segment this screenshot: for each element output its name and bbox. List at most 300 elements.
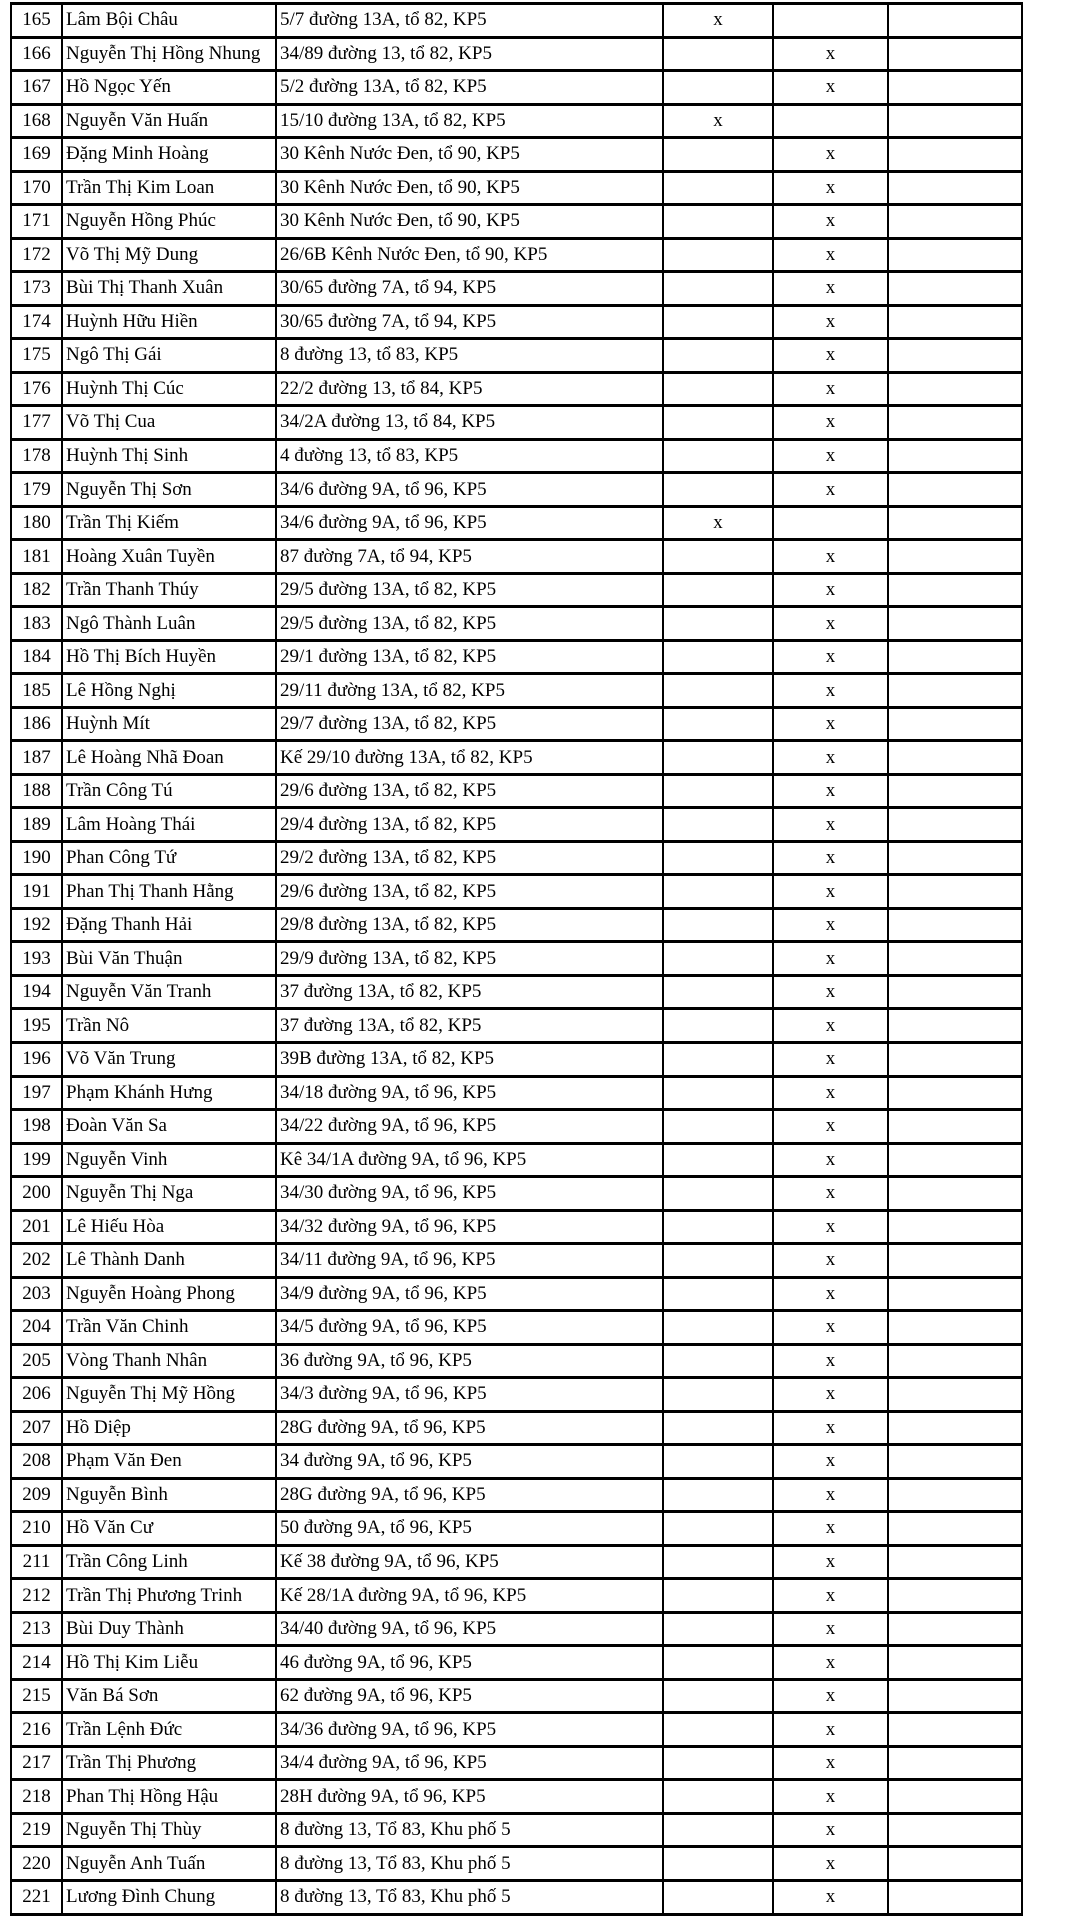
address-cell: 29/1 đường 13A, tổ 82, KP5: [276, 640, 663, 674]
check-column-1-cell: [663, 406, 773, 440]
address-cell: 62 đường 9A, tổ 96, KP5: [276, 1679, 663, 1713]
name-cell: Nguyễn Vinh: [62, 1143, 276, 1177]
row-number-cell: 202: [11, 1244, 62, 1278]
table-row: [11, 1311, 1022, 1345]
empty-cell: [888, 640, 1022, 674]
table-row: [11, 1411, 1022, 1445]
empty-cell: [888, 808, 1022, 842]
address-cell: 34/40 đường 9A, tổ 96, KP5: [276, 1612, 663, 1646]
check-column-1-cell: [663, 1713, 773, 1747]
table-row: [11, 71, 1022, 105]
table-row: [11, 171, 1022, 205]
empty-cell: [888, 841, 1022, 875]
table-row: [11, 674, 1022, 708]
check-column-2-cell: x: [773, 1679, 888, 1713]
row-number-cell: 175: [11, 339, 62, 373]
check-column-1-cell: [663, 1780, 773, 1814]
address-cell: Kế 28/1A đường 9A, tổ 96, KP5: [276, 1579, 663, 1613]
name-cell: Bùi Duy Thành: [62, 1612, 276, 1646]
address-cell: 37 đường 13A, tổ 82, KP5: [276, 1009, 663, 1043]
table-row: [11, 406, 1022, 440]
empty-cell: [888, 975, 1022, 1009]
check-column-1-cell: [663, 1445, 773, 1479]
check-column-2-cell: x: [773, 238, 888, 272]
check-column-1-cell: [663, 1344, 773, 1378]
check-column-2-cell: x: [773, 1746, 888, 1780]
row-number-cell: 191: [11, 875, 62, 909]
address-cell: 34/9 đường 9A, tổ 96, KP5: [276, 1277, 663, 1311]
name-cell: Nguyễn Thị Hồng Nhung: [62, 37, 276, 71]
row-number-cell: 200: [11, 1177, 62, 1211]
check-column-2-cell: x: [773, 1512, 888, 1546]
address-cell: 34/22 đường 9A, tổ 96, KP5: [276, 1110, 663, 1144]
name-cell: Trần Công Linh: [62, 1545, 276, 1579]
check-column-2-cell: x: [773, 305, 888, 339]
check-column-1-cell: [663, 37, 773, 71]
table-row: [11, 540, 1022, 574]
empty-cell: [888, 1880, 1022, 1914]
check-column-1-cell: [663, 305, 773, 339]
name-cell: Bùi Văn Thuận: [62, 942, 276, 976]
table-row: [11, 506, 1022, 540]
empty-cell: [888, 473, 1022, 507]
check-column-2-cell: x: [773, 573, 888, 607]
table-row: [11, 808, 1022, 842]
address-cell: Kê 34/1A đường 9A, tổ 96, KP5: [276, 1143, 663, 1177]
check-column-2-cell: x: [773, 1277, 888, 1311]
address-cell: 28H đường 9A, tổ 96, KP5: [276, 1780, 663, 1814]
check-column-1-cell: [663, 1378, 773, 1412]
row-number-cell: 176: [11, 372, 62, 406]
check-column-2-cell: x: [773, 741, 888, 775]
row-number-cell: 211: [11, 1545, 62, 1579]
empty-cell: [888, 1344, 1022, 1378]
row-number-cell: 205: [11, 1344, 62, 1378]
name-cell: Trần Thanh Thúy: [62, 573, 276, 607]
name-cell: Lê Hoàng Nhã Đoan: [62, 741, 276, 775]
name-cell: Hồ Thị Bích Huyền: [62, 640, 276, 674]
row-number-cell: 178: [11, 439, 62, 473]
table-row: [11, 104, 1022, 138]
check-column-2-cell: x: [773, 1177, 888, 1211]
empty-cell: [888, 1780, 1022, 1814]
row-number-cell: 210: [11, 1512, 62, 1546]
name-cell: Đoàn Văn Sa: [62, 1110, 276, 1144]
row-number-cell: 184: [11, 640, 62, 674]
row-number-cell: 203: [11, 1277, 62, 1311]
check-column-2-cell: x: [773, 875, 888, 909]
check-column-1-cell: [663, 1311, 773, 1345]
check-column-2-cell: [773, 104, 888, 138]
name-cell: Nguyễn Hoàng Phong: [62, 1277, 276, 1311]
address-cell: Kế 38 đường 9A, tổ 96, KP5: [276, 1545, 663, 1579]
check-column-2-cell: x: [773, 540, 888, 574]
row-number-cell: 192: [11, 908, 62, 942]
table-row: [11, 473, 1022, 507]
address-cell: 5/2 đường 13A, tổ 82, KP5: [276, 71, 663, 105]
check-column-1-cell: [663, 908, 773, 942]
row-number-cell: 206: [11, 1378, 62, 1412]
check-column-1-cell: [663, 1813, 773, 1847]
empty-cell: [888, 1042, 1022, 1076]
check-column-2-cell: x: [773, 138, 888, 172]
check-column-1-cell: [663, 1545, 773, 1579]
name-cell: Ngô Thị Gái: [62, 339, 276, 373]
check-column-2-cell: x: [773, 1780, 888, 1814]
row-number-cell: 213: [11, 1612, 62, 1646]
check-column-2-cell: x: [773, 975, 888, 1009]
address-cell: 29/9 đường 13A, tổ 82, KP5: [276, 942, 663, 976]
name-cell: Hồ Ngọc Yến: [62, 71, 276, 105]
name-cell: Nguyễn Thị Sơn: [62, 473, 276, 507]
address-cell: 34 đường 9A, tổ 96, KP5: [276, 1445, 663, 1479]
row-number-cell: 179: [11, 473, 62, 507]
check-column-2-cell: x: [773, 1110, 888, 1144]
check-column-1-cell: [663, 1679, 773, 1713]
table-row: [11, 640, 1022, 674]
name-cell: Trần Nô: [62, 1009, 276, 1043]
row-number-cell: 214: [11, 1646, 62, 1680]
name-cell: Huỳnh Hữu Hiền: [62, 305, 276, 339]
address-cell: 29/7 đường 13A, tổ 82, KP5: [276, 707, 663, 741]
address-cell: 29/11 đường 13A, tổ 82, KP5: [276, 674, 663, 708]
address-cell: 34/3 đường 9A, tổ 96, KP5: [276, 1378, 663, 1412]
row-number-cell: 198: [11, 1110, 62, 1144]
empty-cell: [888, 1411, 1022, 1445]
document-page: [10, 2, 1021, 1916]
empty-cell: [888, 406, 1022, 440]
address-cell: 8 đường 13, tổ 83, KP5: [276, 339, 663, 373]
name-cell: Nguyễn Anh Tuấn: [62, 1847, 276, 1881]
name-cell: Trần Thị Phương: [62, 1746, 276, 1780]
empty-cell: [888, 37, 1022, 71]
empty-cell: [888, 238, 1022, 272]
check-column-2-cell: x: [773, 37, 888, 71]
row-number-cell: 165: [11, 4, 62, 38]
check-column-2-cell: x: [773, 674, 888, 708]
table-row: [11, 272, 1022, 306]
check-column-1-cell: [663, 372, 773, 406]
empty-cell: [888, 707, 1022, 741]
address-cell: 15/10 đường 13A, tổ 82, KP5: [276, 104, 663, 138]
empty-cell: [888, 104, 1022, 138]
empty-cell: [888, 305, 1022, 339]
table-row: [11, 4, 1022, 38]
name-cell: Trần Thị Kiếm: [62, 506, 276, 540]
table-row: [11, 908, 1022, 942]
empty-cell: [888, 205, 1022, 239]
check-column-1-cell: [663, 774, 773, 808]
address-cell: 8 đường 13, Tổ 83, Khu phố 5: [276, 1813, 663, 1847]
name-cell: Lê Thành Danh: [62, 1244, 276, 1278]
address-cell: 37 đường 13A, tổ 82, KP5: [276, 975, 663, 1009]
check-column-2-cell: x: [773, 1813, 888, 1847]
row-number-cell: 196: [11, 1042, 62, 1076]
row-number-cell: 182: [11, 573, 62, 607]
empty-cell: [888, 339, 1022, 373]
address-cell: 29/6 đường 13A, tổ 82, KP5: [276, 774, 663, 808]
row-number-cell: 207: [11, 1411, 62, 1445]
row-number-cell: 166: [11, 37, 62, 71]
name-cell: Nguyễn Văn Huấn: [62, 104, 276, 138]
check-column-2-cell: x: [773, 171, 888, 205]
check-column-2-cell: x: [773, 1210, 888, 1244]
address-cell: 39B đường 13A, tổ 82, KP5: [276, 1042, 663, 1076]
address-cell: 36 đường 9A, tổ 96, KP5: [276, 1344, 663, 1378]
name-cell: Trần Lệnh Đức: [62, 1713, 276, 1747]
empty-cell: [888, 439, 1022, 473]
address-cell: Kế 29/10 đường 13A, tổ 82, KP5: [276, 741, 663, 775]
check-column-2-cell: x: [773, 406, 888, 440]
check-column-1-cell: [663, 205, 773, 239]
table-row: [11, 841, 1022, 875]
check-column-1-cell: [663, 238, 773, 272]
table-row: [11, 707, 1022, 741]
empty-cell: [888, 1579, 1022, 1613]
address-cell: 34/5 đường 9A, tổ 96, KP5: [276, 1311, 663, 1345]
empty-cell: [888, 607, 1022, 641]
check-column-2-cell: x: [773, 1478, 888, 1512]
table-row: [11, 1244, 1022, 1278]
row-number-cell: 174: [11, 305, 62, 339]
check-column-2-cell: x: [773, 1612, 888, 1646]
table-row: [11, 1177, 1022, 1211]
empty-cell: [888, 1746, 1022, 1780]
address-cell: 29/5 đường 13A, tổ 82, KP5: [276, 607, 663, 641]
empty-cell: [888, 1679, 1022, 1713]
check-column-1-cell: [663, 1847, 773, 1881]
address-cell: 26/6B Kênh Nước Đen, tổ 90, KP5: [276, 238, 663, 272]
empty-cell: [888, 506, 1022, 540]
table-row: [11, 1579, 1022, 1613]
address-cell: 34/6 đường 9A, tổ 96, KP5: [276, 473, 663, 507]
table-row: [11, 37, 1022, 71]
row-number-cell: 189: [11, 808, 62, 842]
check-column-1-cell: [663, 1177, 773, 1211]
table-row: [11, 1713, 1022, 1747]
table-row: [11, 942, 1022, 976]
table-row: [11, 1076, 1022, 1110]
check-column-1-cell: x: [663, 104, 773, 138]
row-number-cell: 208: [11, 1445, 62, 1479]
check-column-1-cell: [663, 707, 773, 741]
check-column-1-cell: [663, 1143, 773, 1177]
table-row: [11, 339, 1022, 373]
address-cell: 5/7 đường 13A, tổ 82, KP5: [276, 4, 663, 38]
table-row: [11, 1143, 1022, 1177]
table-row: [11, 1545, 1022, 1579]
empty-cell: [888, 741, 1022, 775]
empty-cell: [888, 774, 1022, 808]
name-cell: Vòng Thanh Nhân: [62, 1344, 276, 1378]
row-number-cell: 221: [11, 1880, 62, 1914]
check-column-1-cell: [663, 1210, 773, 1244]
check-column-1-cell: [663, 808, 773, 842]
name-cell: Nguyễn Thị Thùy: [62, 1813, 276, 1847]
table-row: [11, 1679, 1022, 1713]
check-column-1-cell: [663, 573, 773, 607]
row-number-cell: 171: [11, 205, 62, 239]
address-cell: 30/65 đường 7A, tổ 94, KP5: [276, 305, 663, 339]
check-column-2-cell: x: [773, 205, 888, 239]
check-column-2-cell: x: [773, 774, 888, 808]
check-column-2-cell: x: [773, 841, 888, 875]
empty-cell: [888, 908, 1022, 942]
check-column-2-cell: x: [773, 1545, 888, 1579]
address-cell: 4 đường 13, tổ 83, KP5: [276, 439, 663, 473]
check-column-2-cell: x: [773, 1076, 888, 1110]
address-cell: 34/11 đường 9A, tổ 96, KP5: [276, 1244, 663, 1278]
check-column-1-cell: [663, 1244, 773, 1278]
check-column-2-cell: x: [773, 808, 888, 842]
row-number-cell: 173: [11, 272, 62, 306]
check-column-1-cell: [663, 674, 773, 708]
table-row: [11, 1512, 1022, 1546]
name-cell: Huỳnh Thị Sinh: [62, 439, 276, 473]
name-cell: Lâm Bội Châu: [62, 4, 276, 38]
check-column-2-cell: x: [773, 1244, 888, 1278]
check-column-1-cell: [663, 1612, 773, 1646]
row-number-cell: 193: [11, 942, 62, 976]
table-row: [11, 1344, 1022, 1378]
row-number-cell: 187: [11, 741, 62, 775]
check-column-1-cell: x: [663, 506, 773, 540]
check-column-2-cell: x: [773, 439, 888, 473]
check-column-2-cell: x: [773, 71, 888, 105]
check-column-2-cell: x: [773, 1713, 888, 1747]
name-cell: Nguyễn Hồng Phúc: [62, 205, 276, 239]
name-cell: Võ Văn Trung: [62, 1042, 276, 1076]
check-column-1-cell: [663, 138, 773, 172]
name-cell: Võ Thị Cua: [62, 406, 276, 440]
check-column-2-cell: x: [773, 473, 888, 507]
check-column-1-cell: [663, 841, 773, 875]
check-column-2-cell: x: [773, 1344, 888, 1378]
table-body: [11, 4, 1022, 1915]
address-cell: 50 đường 9A, tổ 96, KP5: [276, 1512, 663, 1546]
address-cell: 29/6 đường 13A, tổ 82, KP5: [276, 875, 663, 909]
check-column-2-cell: x: [773, 607, 888, 641]
address-cell: 28G đường 9A, tổ 96, KP5: [276, 1411, 663, 1445]
address-cell: 87 đường 7A, tổ 94, KP5: [276, 540, 663, 574]
address-cell: 8 đường 13, Tổ 83, Khu phố 5: [276, 1880, 663, 1914]
name-cell: Ngô Thành Luân: [62, 607, 276, 641]
check-column-2-cell: x: [773, 707, 888, 741]
table-row: [11, 1880, 1022, 1914]
table-row: [11, 1646, 1022, 1680]
address-cell: 34/32 đường 9A, tổ 96, KP5: [276, 1210, 663, 1244]
empty-cell: [888, 875, 1022, 909]
address-cell: 30/65 đường 7A, tổ 94, KP5: [276, 272, 663, 306]
table-row: [11, 1110, 1022, 1144]
row-number-cell: 218: [11, 1780, 62, 1814]
table-row: [11, 1612, 1022, 1646]
check-column-2-cell: x: [773, 1411, 888, 1445]
empty-cell: [888, 1143, 1022, 1177]
check-column-2-cell: x: [773, 1880, 888, 1914]
check-column-1-cell: [663, 1110, 773, 1144]
check-column-1-cell: [663, 339, 773, 373]
address-cell: 34/2A đường 13, tổ 84, KP5: [276, 406, 663, 440]
address-cell: 22/2 đường 13, tổ 84, KP5: [276, 372, 663, 406]
empty-cell: [888, 1311, 1022, 1345]
name-cell: Nguyễn Bình: [62, 1478, 276, 1512]
table-row: [11, 205, 1022, 239]
empty-cell: [888, 1244, 1022, 1278]
row-number-cell: 212: [11, 1579, 62, 1613]
empty-cell: [888, 1813, 1022, 1847]
row-number-cell: 170: [11, 171, 62, 205]
address-cell: 29/4 đường 13A, tổ 82, KP5: [276, 808, 663, 842]
check-column-1-cell: [663, 473, 773, 507]
row-number-cell: 204: [11, 1311, 62, 1345]
row-number-cell: 219: [11, 1813, 62, 1847]
empty-cell: [888, 1646, 1022, 1680]
table-row: [11, 1813, 1022, 1847]
name-cell: Đặng Thanh Hải: [62, 908, 276, 942]
row-number-cell: 201: [11, 1210, 62, 1244]
address-cell: 34/4 đường 9A, tổ 96, KP5: [276, 1746, 663, 1780]
table-row: [11, 875, 1022, 909]
check-column-2-cell: x: [773, 1009, 888, 1043]
empty-cell: [888, 138, 1022, 172]
row-number-cell: 183: [11, 607, 62, 641]
check-column-2-cell: [773, 506, 888, 540]
address-cell: 34/18 đường 9A, tổ 96, KP5: [276, 1076, 663, 1110]
empty-cell: [888, 1847, 1022, 1881]
row-number-cell: 190: [11, 841, 62, 875]
check-column-1-cell: [663, 1746, 773, 1780]
row-number-cell: 169: [11, 138, 62, 172]
check-column-2-cell: x: [773, 1378, 888, 1412]
resident-roster-table: [10, 2, 1023, 1916]
address-cell: 30 Kênh Nước Đen, tổ 90, KP5: [276, 138, 663, 172]
address-cell: 34/36 đường 9A, tổ 96, KP5: [276, 1713, 663, 1747]
table-row: [11, 238, 1022, 272]
table-row: [11, 1277, 1022, 1311]
check-column-1-cell: [663, 1009, 773, 1043]
check-column-2-cell: x: [773, 908, 888, 942]
name-cell: Trần Thị Phương Trinh: [62, 1579, 276, 1613]
empty-cell: [888, 1612, 1022, 1646]
table-row: [11, 372, 1022, 406]
table-row: [11, 975, 1022, 1009]
empty-cell: [888, 1378, 1022, 1412]
address-cell: 29/5 đường 13A, tổ 82, KP5: [276, 573, 663, 607]
empty-cell: [888, 372, 1022, 406]
check-column-1-cell: [663, 741, 773, 775]
check-column-1-cell: [663, 1646, 773, 1680]
check-column-1-cell: [663, 975, 773, 1009]
address-cell: 34/6 đường 9A, tổ 96, KP5: [276, 506, 663, 540]
row-number-cell: 188: [11, 774, 62, 808]
check-column-2-cell: x: [773, 942, 888, 976]
check-column-2-cell: x: [773, 372, 888, 406]
name-cell: Nguyễn Văn Tranh: [62, 975, 276, 1009]
check-column-2-cell: x: [773, 1042, 888, 1076]
empty-cell: [888, 171, 1022, 205]
name-cell: Hồ Diệp: [62, 1411, 276, 1445]
name-cell: Hồ Văn Cư: [62, 1512, 276, 1546]
table-row: [11, 573, 1022, 607]
check-column-1-cell: [663, 1512, 773, 1546]
empty-cell: [888, 272, 1022, 306]
check-column-1-cell: [663, 540, 773, 574]
check-column-2-cell: [773, 4, 888, 38]
check-column-1-cell: [663, 1042, 773, 1076]
check-column-2-cell: x: [773, 1646, 888, 1680]
check-column-2-cell: x: [773, 1579, 888, 1613]
